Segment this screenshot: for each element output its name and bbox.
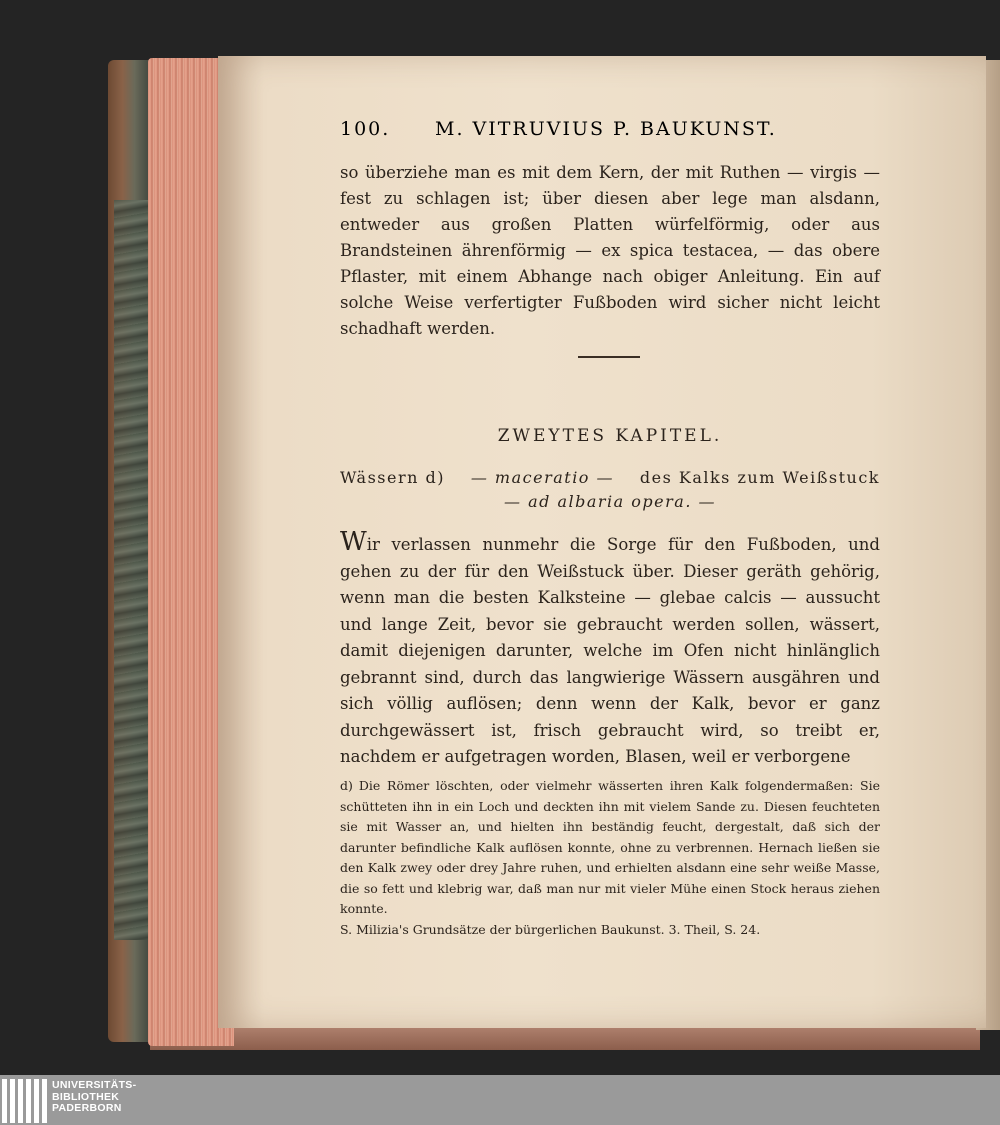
chapter-heading: ZWEYTES KAPITEL. [497,426,723,446]
library-footer [0,1075,1000,1125]
library-name-line-2: BIBLIOTHEK [52,1090,120,1103]
footnote-mark: d) [340,778,353,793]
library-name-line-3: PADERBORN [52,1102,122,1114]
paragraph-2 [340,527,880,771]
drop-cap: W [340,527,367,557]
subtitle-mid: — maceratio — [470,468,615,487]
paragraph-1-text: so überziehe man es mit dem Kern, der mit Ruthen — virgis — fest zu schlagen ist; über diesen aber lege man alsdann, entweder aus großen Platten würfelförmig, oder aus Brandsteinen ährenförmig — ex spica testacea, — das obere Pflaster, mit einem Abhange nach obiger Anleitung. Ein auf solche Weise verfertigter Fußboden wird sicher nicht leicht schadhaft werden. [340,163,880,338]
footnote-text: Die Römer löschten, oder vielmehr wässerten ihren Kalk folgendermaßen: Sie schütteten ihn in ein Loch und deckten ihn mit vielem Sande zu. Diesen feuchteten sie mit Wasser an, und hielten ihn beständig feucht, dergestalt, daß sich der darunter befindliche Kalk auflösen konnte, ohne zu verbrennen. Hernach ließen sie den Kalk zwey oder drey Jahre ruhen, und erhielten alsdann eine sehr weiße Masse, die so fett und klebrig war, daß man nur mit vieler Mühe einen Stock heraus ziehen konnte. [340,778,880,916]
library-name-line-1: UNIVERSITÄTS- [52,1079,137,1091]
library-name [52,1080,136,1115]
running-head: M. VITRUVIUS P. BAUKUNST. [435,118,777,140]
marbled-cover [114,200,148,940]
paragraph-2-text: ir verlassen nunmehr die Sorge für den Fußboden, und gehen zu der für den Weißstuck über. Dieser geräth gehörig, wenn man die besten Kalksteine — glebae calcis — aussucht und lange Zeit, bevor sie gebraucht werden sollen, wässert, damit diejenigen darunter, welche im Ofen nicht hinlänglich gebrannt sind, durch das langwierige Wässern ausgähren und sich völlig auflösen; denn wenn der Kalk, bevor er ganz durchgewässert ist, frisch gebraucht wird, so treibt er, nachdem er aufgetragen worden, Blasen, weil er verborgene [340,535,880,766]
footnote-source: S. Milizia's Grundsätze der bürgerlichen Baukunst. 3. Theil, S. 24. [340,921,761,937]
library-logo-icon [0,1079,46,1123]
subtitle-line-2: — ad albaria opera. — [504,492,716,511]
page-number: 100. [340,118,391,140]
section-divider [578,356,640,358]
chapter-subtitle [340,466,880,514]
footnote [340,776,880,940]
subtitle-left: Wässern d) [340,468,446,487]
subtitle-right: des Kalks zum Weißstuck [639,468,880,487]
paragraph-1 [340,160,880,342]
